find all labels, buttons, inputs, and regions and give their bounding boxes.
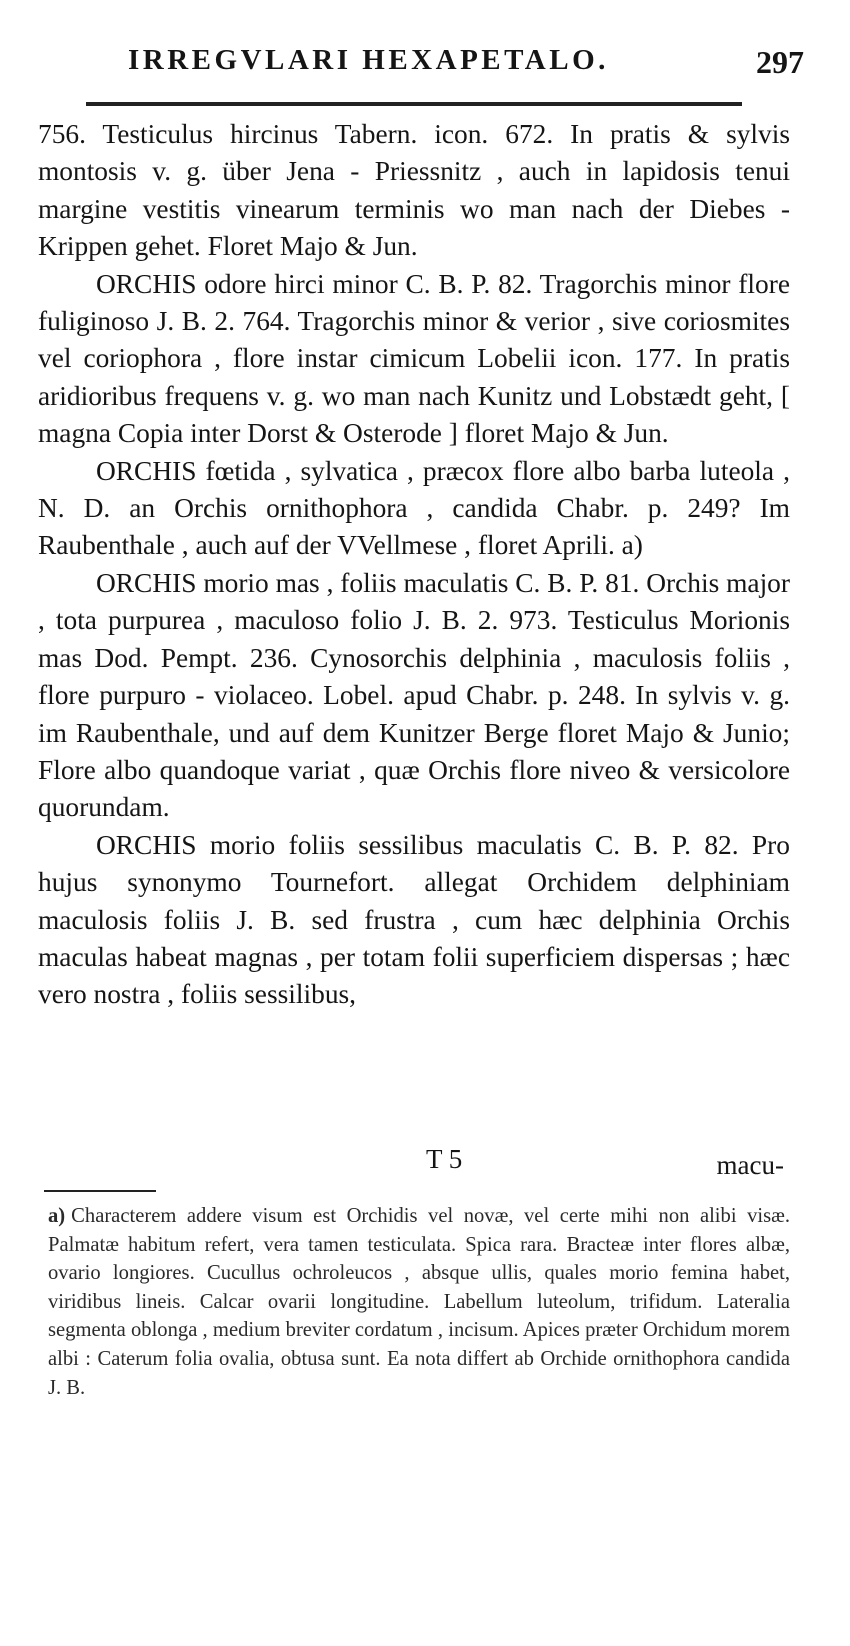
running-title: IRREGVLARI HEXAPETALO. bbox=[128, 44, 609, 76]
main-text bbox=[38, 116, 790, 1014]
footnote-rule bbox=[44, 1190, 156, 1192]
signature-line bbox=[38, 1144, 790, 1184]
paragraph-orchis-morio-foliis-sessilibus: ORCHIS morio foliis sessilibus maculatis C. B. P. 82. Pro hujus synonymo Tournefort. allegat Orchidem delphiniam maculosis foliis J. B. sed frustra , cum hæc delphinia Orchis maculas habeat magnas , per totam folii superficiem dispersas ; hæc vero nostra , foliis sessilibus, bbox=[38, 829, 790, 1010]
page-header bbox=[40, 44, 810, 94]
footnote-text: Characterem addere visum est Orchidis vel novæ, vel certe mihi non alibi visæ. Palmatæ habitum refert, vera tamen testiculata. Spica rara. Bracteæ inter flores albæ, ovario longiores. Cucullus ochroleucos , absque ullis, quales morio femina habet, viridibus lineis. Calcar ovarii longitudine. Labellum luteolum, trifidum. Lateralia segmenta oblonga , medium breviter cordatum , incisum. Apices præter Orchidum morem albi : Caterum folia ovalia, obtusa sunt. Ea nota differt ab Orchide ornithophora candida J. B. bbox=[48, 1205, 790, 1399]
footnote-mark: a) bbox=[48, 1205, 66, 1227]
footnote-a bbox=[48, 1202, 790, 1402]
catchword: macu- bbox=[716, 1150, 784, 1180]
paragraph-orchis-foetida: ORCHIS fœtida , sylvatica , præcox flore albo barba luteola , N. D. an Orchis ornithophora , candida Chabr. p. 249? Im Raubenthale , auch auf der VVellmese , floret Aprili. a) bbox=[38, 455, 790, 561]
signature-mark: T 5 bbox=[426, 1144, 463, 1174]
footnote-block bbox=[48, 1202, 790, 1402]
paragraph-orchis-morio-mas: ORCHIS morio mas , foliis maculatis C. B. P. 81. Orchis major , tota purpurea , maculoso folio J. B. 2. 973. Testiculus Morionis mas Dod. Pempt. 236. Cynosorchis delphinia , maculosis foliis , flore purpuro - violaceo. Lobel. apud Chabr. p. 248. In sylvis v. g. im Raubenthale, und auf dem Kunitzer Berge floret Majo & Junio; Flore albo quandoque variat , quæ Orchis flore niveo & versicolore quorundam. bbox=[38, 567, 790, 823]
paragraph-756: 756. Testiculus hircinus Tabern. icon. 672. In pratis & sylvis montosis v. g. über Jena - Priessnitz , auch in lapidosis tenui margine vestitis vinearum terminis wo man nach der Diebes - Krippen gehet. Floret Majo & Jun. bbox=[38, 119, 790, 262]
header-rule bbox=[86, 102, 742, 106]
page-number: 297 bbox=[756, 44, 804, 80]
paragraph-orchis-odore-hirci: ORCHIS odore hirci minor C. B. P. 82. Tragorchis minor flore fuliginoso J. B. 2. 764. Tragorchis minor & verior , sive coriosmites vel coriophora , flore instar cimicum Lobelii icon. 177. In pratis aridioribus frequens v. g. wo man nach Kunitz und Lobstædt geht, [ magna Copia inter Dorst & Osterode ] floret Majo & Jun. bbox=[38, 268, 790, 449]
